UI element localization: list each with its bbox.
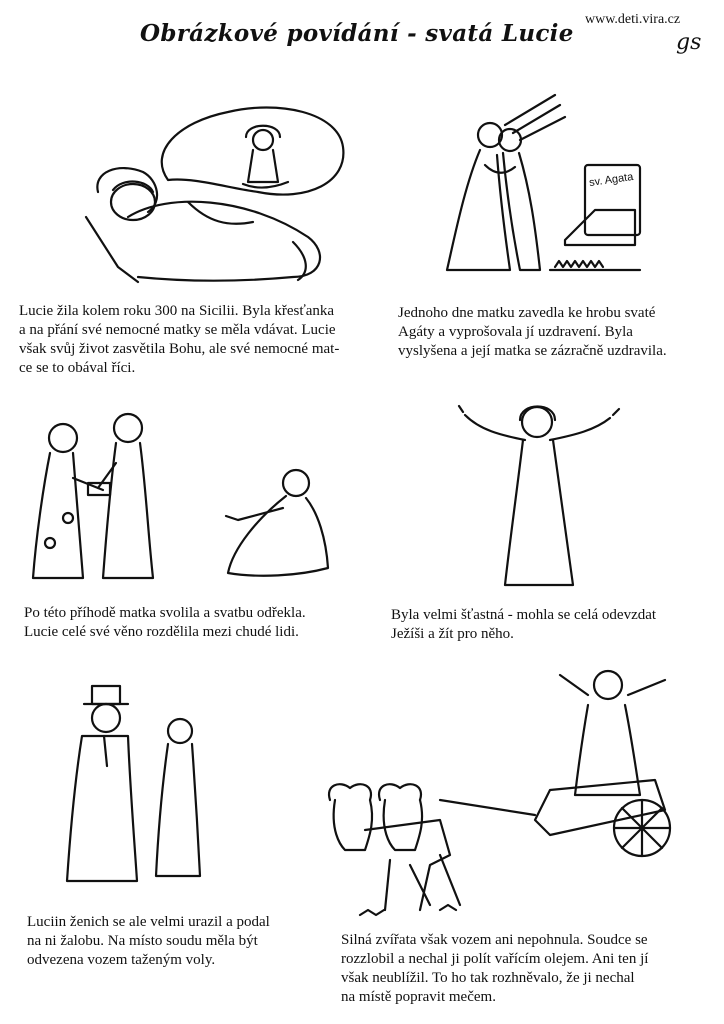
panel-1-line: a na přání své nemocné matky se měla vdávat. Lucie (19, 322, 336, 338)
panel-1-line: však svůj život zasvětila Bohu, ale své nemocné mat- (19, 341, 340, 357)
panel-1-text (19, 302, 339, 378)
panel-2-line: Agáty a vyprošovala jí uzdravení. Byla (398, 324, 633, 340)
panel-5-text (27, 913, 270, 970)
panel-2-line: Jednoho dne matku zavedla ke hrobu svaté (398, 305, 656, 321)
panel-4-text (391, 606, 656, 644)
illustration-bridegroom (52, 686, 212, 886)
page-title: Obrázkové povídání - svatá Lucie (140, 20, 574, 47)
website-url: www.deti.vira.cz (585, 12, 681, 27)
panel-3-line: Po této příhodě matka svolila a svatbu odřekla. (24, 605, 306, 621)
illustration-oxen-and-cart (320, 670, 695, 920)
panel-6-line: rozzlobil a nechal ji polít vařícím olejem. Ani ten jí (341, 951, 649, 967)
panel-5-line: odvezena vozem taženým voly. (27, 952, 216, 968)
panel-2-line: vyslyšena a její matka se zázračně uzdravila. (398, 343, 667, 359)
panel-3-text (24, 604, 306, 642)
author-signature: gs (676, 30, 702, 55)
illustration-giving-to-the-poor (28, 408, 358, 583)
illustration-mother-and-daughter (435, 95, 655, 280)
panel-6-text (341, 931, 648, 1007)
panel-1-line: Lucie žila kolem roku 300 na Sicilii. Byla křesťanka (19, 303, 335, 319)
panel-4-line: Byla velmi šťastná - mohla se celá odevzdat (391, 607, 657, 623)
panel-1-line: ce se to obával říci. (19, 360, 136, 376)
illustration-lucie-arms-raised (455, 400, 625, 590)
panel-5-line: Luciin ženich se ale velmi urazil a podal (27, 914, 270, 930)
grave-inscription: sv. Agata (588, 170, 635, 190)
panel-6-line: Silná zvířata však vozem ani nepohnula. Soudce se (341, 932, 648, 948)
panel-3-line: Lucie celé své věno rozdělila mezi chudé lidi. (24, 624, 299, 640)
panel-6-line: na místě popravit mečem. (341, 989, 496, 1005)
panel-5-line: na ni žalobu. Na místo soudu měla být (27, 933, 258, 949)
illustration-lucie-sleeping (78, 92, 358, 287)
panel-4-line: Ježíši a žít pro něho. (391, 626, 514, 642)
panel-6-line: však neublížil. To ho tak rozhněvalo, že ji nechal (341, 970, 635, 986)
panel-2-text (398, 304, 667, 361)
